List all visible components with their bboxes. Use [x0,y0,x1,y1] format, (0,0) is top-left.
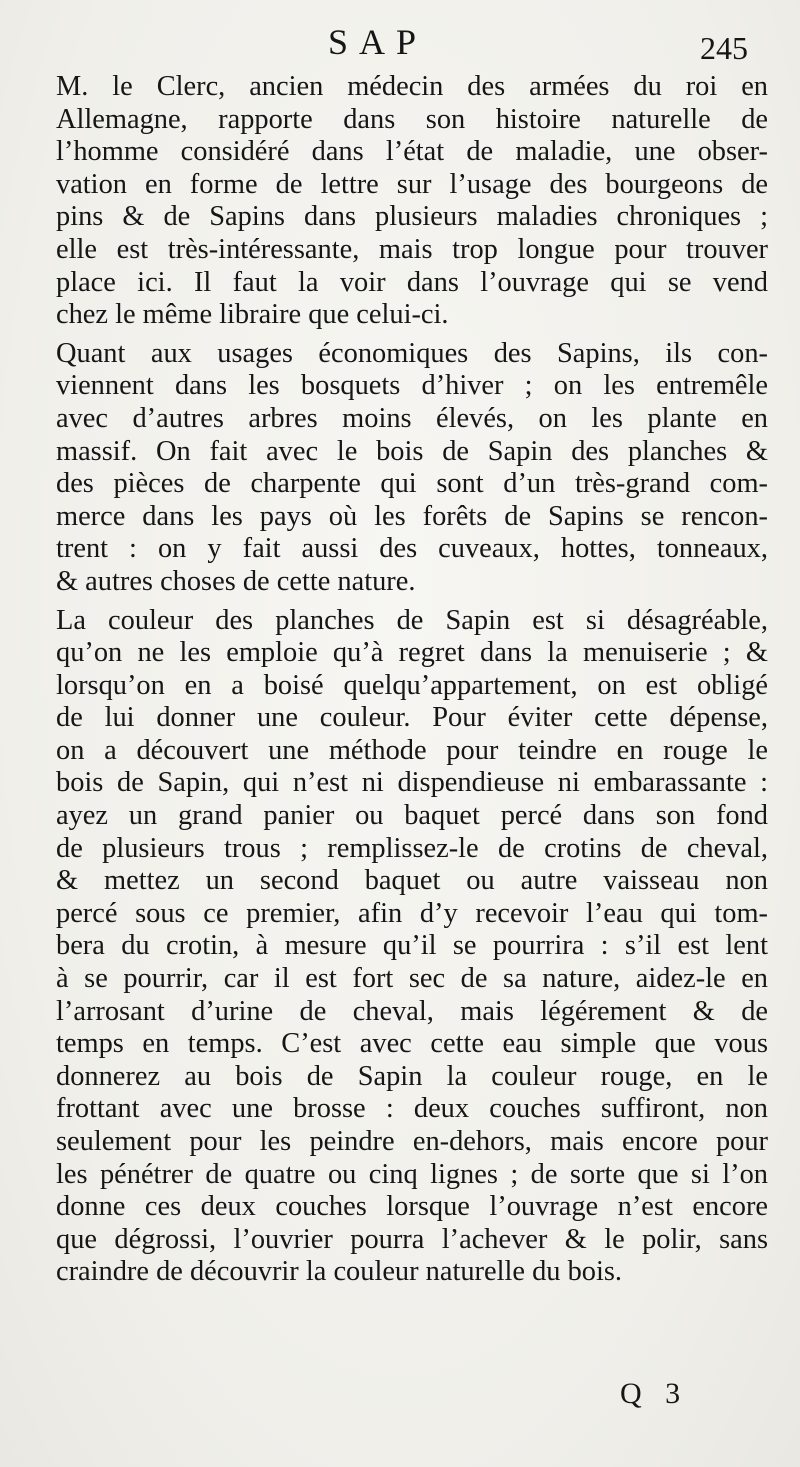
page-header [0,18,800,68]
text-line: trent : on y fait aussi des cuveaux, hottes, tonneaux, [56,533,768,565]
text-line: elle est très-intéressante, mais trop longue pour trouver [56,233,768,265]
text-line: chez le même libraire que celui-ci. [56,299,449,331]
running-head: SAP [328,22,428,62]
text-line: Quant aux usages économiques des Sapins, ils con- [56,337,768,369]
text-line: vation en forme de lettre sur l’usage des bourgeons de [56,168,768,200]
text-line: de plusieurs trous ; remplissez-le de crotins de cheval, [56,832,768,864]
paragraph-2 [56,338,768,599]
text-line: viennent dans les bosquets d’hiver ; on les entremêle [56,370,768,402]
text-line: avec d’autres arbres moins élevés, on les plante en [56,402,768,434]
signature-mark: Q 3 [620,1377,689,1410]
text-line: seulement pour les peindre en-dehors, mais encore pour [56,1126,768,1157]
text-line: craindre de découvrir la couleur naturelle du bois. [56,1256,622,1288]
text-line: on a découvert une méthode pour teindre en rouge le [56,734,768,766]
text-line: place ici. Il faut la voir dans l’ouvrage qui se vend [56,266,768,298]
text-line: qu’on ne les emploie qu’à regret dans la menuiserie ; & [56,637,768,669]
text-line: bera du crotin, à mesure qu’il se pourrira : s’il est lent [56,930,768,962]
text-line: La couleur des planches de Sapin est si désagréable, [56,604,768,636]
text-line: frottant avec une brosse : deux couches suffiront, non [56,1093,768,1125]
text-line: M. le Clerc, ancien médecin des armées du roi en [56,71,768,102]
text-line: donnerez au bois de Sapin la couleur rouge, en le [56,1060,768,1092]
text-line: donne ces deux couches lorsque l’ouvrage n’est encore [56,1191,768,1223]
text-line: les pénétrer de quatre ou cinq lignes ; de sorte que si l’on [56,1158,768,1190]
text-line: l’arrosant d’urine de cheval, mais légérement & de [56,995,768,1027]
text-line: lorsqu’on en a boisé quelqu’appartement, on est obligé [56,669,768,701]
text-line: & mettez un second baquet ou autre vaisseau non [56,865,768,897]
text-line: Allemagne, rapporte dans son histoire naturelle de [56,103,768,135]
text-line: de lui donner une couleur. Pour éviter cette dépense, [56,702,768,734]
page-number: 245 [700,30,748,66]
text-line: & autres choses de cette nature. [56,565,416,597]
text-line: l’homme considéré dans l’état de maladie, une obser- [56,136,768,168]
text-line: percé sous ce premier, afin d’y recevoir l’eau qui tom- [56,897,768,929]
text-line: que dégrossi, l’ouvrier pourra l’achever & le polir, sans [56,1223,768,1255]
text-line: pins & de Sapins dans plusieurs maladies chroniques ; [56,201,768,233]
text-line: à se pourrir, car il est fort sec de sa nature, aidez-le en [56,963,768,995]
text-line: temps en temps. C’est avec cette eau simple que vous [56,1028,768,1060]
text-line: des pièces de charpente qui sont d’un très-grand com- [56,468,768,500]
text-line: massif. On fait avec le bois de Sapin des planches & [56,435,768,467]
text-line: ayez un grand panier ou baquet percé dans son fond [56,800,768,832]
text-line: merce dans les pays où les forêts de Sapins se rencon- [56,500,768,532]
body-text [56,71,768,1295]
text-line: bois de Sapin, qui n’est ni dispendieuse ni embarassante : [56,767,768,799]
paragraph-1 [56,71,768,332]
paragraph-3 [56,605,768,1289]
